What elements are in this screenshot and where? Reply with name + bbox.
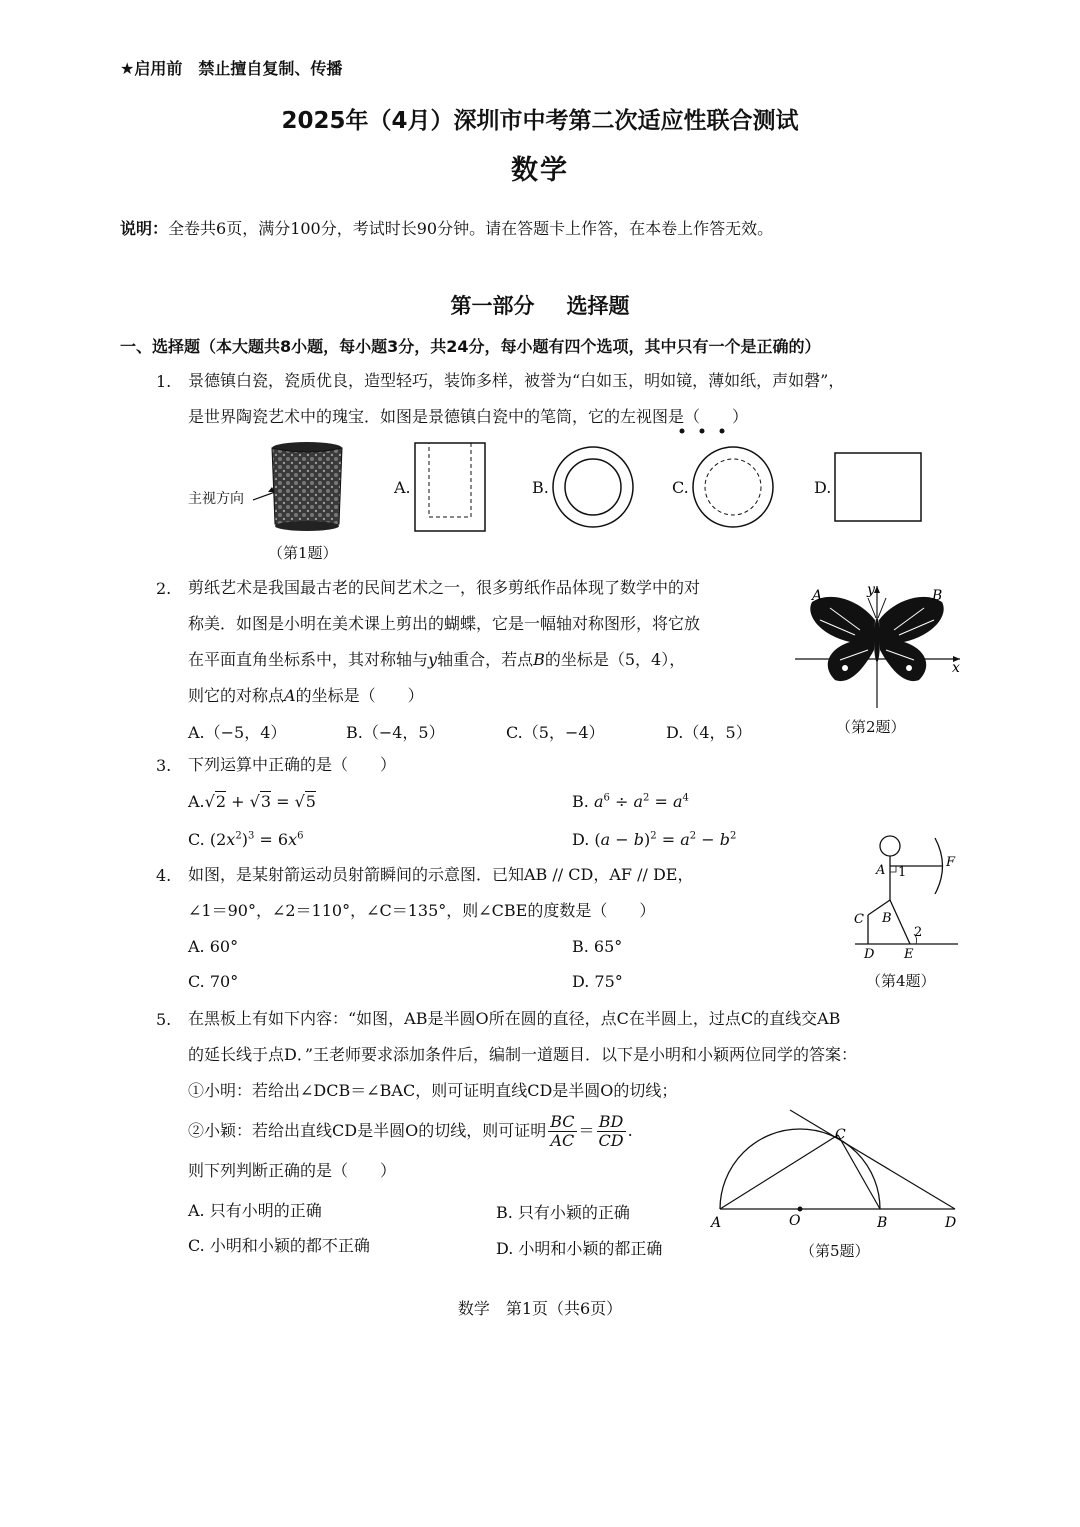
q3-option-a-label: A.	[188, 792, 205, 811]
q5-frac1-denominator: AC	[550, 1131, 575, 1150]
q5-option-b: B. 只有小颖的正确	[496, 1203, 630, 1222]
q2-line3	[188, 642, 685, 678]
section-heading: 一、选择题（本大题共8小题，每小题3分，共24分，每小题有四个选项，其中只有一个是正确的）	[120, 337, 821, 356]
q5-option-d: D. 小明和小颖的都正确	[496, 1239, 663, 1258]
q2-caption: （第2题）	[836, 718, 906, 736]
confidential-notice: ★启用前 禁止擅自复制、传播	[120, 59, 343, 78]
q5-fraction-2	[597, 1113, 626, 1150]
q1-option-a-figure	[414, 442, 488, 534]
q4-line2: ∠1＝90°，∠2＝110°，∠C＝135°，则∠CBE的度数是（ ）	[188, 901, 656, 920]
emphasis-dots	[675, 425, 735, 437]
q2-line4	[188, 678, 424, 714]
q2-label-b: B	[932, 588, 943, 604]
page-footer: 数学 第1页（共6页）	[457, 1299, 623, 1318]
q3-option-d-label: D.	[572, 830, 590, 849]
part-name: 选择题	[566, 294, 630, 318]
q4-label-2: 2	[914, 925, 923, 940]
q2-var-b: B	[533, 650, 545, 669]
q2-line1: 剪纸艺术是我国最古老的民间艺术之一，很多剪纸作品体现了数学中的对	[188, 578, 701, 597]
q1-option-b-figure	[550, 444, 636, 530]
q4-label-d: D	[864, 947, 875, 962]
q2-label-y: y	[867, 582, 875, 598]
q3-option-a: A.√2 + √3 = √5	[188, 792, 316, 811]
q5-line4-text: ②小颖：若给出直线CD是半圆O的切线，则可证明	[188, 1121, 547, 1140]
q2-option-b: B.（−4，5）	[346, 723, 445, 742]
q5-equals: ＝	[578, 1121, 595, 1140]
q2-label-x: x	[952, 660, 960, 676]
q5-label-b: B	[877, 1215, 888, 1231]
q5-number: 5.	[156, 1010, 172, 1029]
q5-label-a: A	[711, 1215, 722, 1231]
q5-semicircle-figure	[705, 1105, 970, 1237]
q3-option-c-label: C.	[188, 830, 205, 849]
q1-option-d-label: D.	[814, 478, 832, 497]
q1-line1: 景德镇白瓷，瓷质优良，造型轻巧，装饰多样，被誉为“白如玉，明如镜，薄如纸，声如磬”，	[188, 371, 845, 390]
part-number: 第一部分	[450, 294, 535, 318]
q2-var-a: A	[284, 686, 296, 705]
q4-label-c: C	[854, 912, 864, 927]
q1-option-b-label: B.	[532, 478, 549, 497]
q1-option-c-figure	[690, 444, 776, 530]
q4-label-f: F	[946, 855, 956, 870]
q1-option-c-label: C.	[672, 478, 689, 497]
q2-line4-part1: 则它的对称点	[188, 686, 285, 705]
q1-brush-pot-image	[245, 440, 355, 540]
instructions-text: 全卷共6页，满分100分，考试时长90分钟。请在答题卡上作答，在本卷上作答无效。	[168, 219, 774, 238]
q4-option-c: C. 70°	[188, 972, 239, 991]
q5-line3: ①小明：若给出∠DCB＝∠BAC，则可证明直线CD是半圆O的切线；	[188, 1081, 678, 1100]
q5-option-c: C. 小明和小颖的都不正确	[188, 1236, 370, 1255]
q2-option-a: A.（−5，4）	[188, 723, 287, 742]
q5-label-d: D	[945, 1215, 957, 1231]
exam-instructions	[120, 216, 773, 239]
q2-var-y: y	[428, 650, 438, 669]
instructions-label: 说明：	[120, 219, 169, 238]
q5-frac2-denominator: CD	[598, 1131, 624, 1150]
q5-fraction-1	[548, 1113, 576, 1150]
q2-line3-part3: 的坐标是（5，4），	[544, 650, 686, 669]
q5-frac1-numerator: BC	[550, 1112, 575, 1131]
q1-option-a-label: A.	[394, 478, 411, 497]
q4-number: 4.	[156, 866, 172, 885]
q5-option-a: A. 只有小明的正确	[188, 1201, 322, 1220]
q3-number: 3.	[156, 756, 172, 775]
q2-butterfly-figure	[790, 580, 970, 710]
q4-caption: （第4题）	[866, 972, 936, 990]
q5-label-c: C	[835, 1127, 846, 1143]
q5-line5: 则下列判断正确的是（ ）	[188, 1161, 397, 1180]
q4-label-b: B	[882, 911, 892, 926]
q1-caption: （第1题）	[268, 544, 338, 562]
q4-option-b: B. 65°	[572, 937, 623, 956]
q4-option-d: D. 75°	[572, 972, 623, 991]
q2-line3-part1: 在平面直角坐标系中，其对称轴与	[188, 650, 429, 669]
q5-line4	[188, 1113, 633, 1150]
q4-label-1: 1	[898, 865, 907, 880]
q2-option-c: C.（5，−4）	[506, 723, 605, 742]
q2-label-a: A	[812, 588, 823, 604]
q5-caption: （第5题）	[800, 1242, 870, 1260]
q2-line3-part2: 轴重合，若点	[437, 650, 534, 669]
part-heading	[0, 290, 1080, 320]
q3-option-b: B. $a^6 \div a^2 = a^4$	[572, 792, 689, 811]
q5-line1: 在黑板上有如下内容：“如图，AB是半圆O所在圆的直径，点C在半圆上，过点C的直线交AB	[188, 1009, 841, 1028]
q4-label-a: A	[876, 863, 886, 878]
q3-option-c: C. $(2x^2)^3 = 6x^6$	[188, 830, 304, 849]
q5-label-o: O	[789, 1213, 801, 1229]
q3-option-b-label: B.	[572, 792, 589, 811]
q4-line1: 如图，是某射箭运动员射箭瞬间的示意图．已知AB // CD，AF // DE，	[188, 865, 694, 884]
q5-frac2-numerator: BD	[597, 1113, 626, 1132]
q5-line2: 的延长线于点D．”王老师要求添加条件后，编制一道题目．以下是小明和小颖两位同学的答案：	[188, 1045, 858, 1064]
q1-option-d-figure	[834, 452, 924, 524]
q4-option-a: A. 60°	[188, 937, 239, 956]
q1-line2: 是世界陶瓷艺术中的瑰宝．如图是景德镇白瓷中的笔筒，它的左视图是（ ）	[188, 407, 749, 426]
q4-archer-figure	[850, 830, 962, 965]
exam-title: 2025年（4月）深圳市中考第二次适应性联合测试	[281, 108, 799, 134]
q3-stem: 下列运算中正确的是（ ）	[188, 755, 397, 774]
subject-title: 数学	[511, 155, 569, 186]
q2-line2: 称美．如图是小明在美术课上剪出的蝴蝶，它是一幅轴对称图形，将它放	[188, 614, 701, 633]
q1-number: 1.	[156, 372, 172, 391]
q2-number: 2.	[156, 579, 172, 598]
q3-option-d: D. $(a - b)^2 = a^2 - b^2$	[572, 830, 737, 849]
q2-line4-part2: 的坐标是（ ）	[295, 686, 424, 705]
q5-period: .	[627, 1121, 633, 1140]
q4-label-e: E	[904, 947, 914, 962]
q2-option-d: D.（4，5）	[666, 723, 752, 742]
q1-view-direction-label: 主视方向	[188, 491, 244, 507]
